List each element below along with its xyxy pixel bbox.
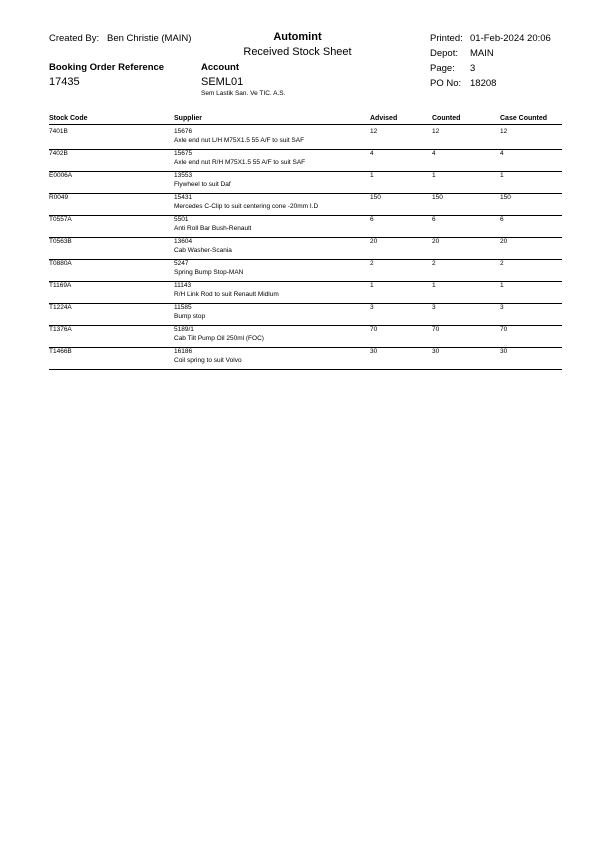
table-row — [0, 325, 595, 347]
counted-qty: 150 — [432, 194, 443, 201]
table-row — [0, 347, 595, 369]
table-row — [0, 215, 595, 237]
advised-qty: 12 — [370, 128, 378, 135]
depot-label: Depot: — [430, 48, 458, 59]
supplier-code: 5501 — [174, 216, 189, 223]
counted-qty: 2 — [432, 260, 436, 267]
counted-qty: 12 — [432, 128, 440, 135]
item-description: Axle end nut L/H M75X1.5 55 A/F to suit SAF — [174, 137, 305, 144]
printed-label: Printed: — [430, 33, 463, 44]
advised-qty: 3 — [370, 304, 374, 311]
item-description: Flywheel to suit Daf — [174, 181, 231, 188]
advised-qty: 4 — [370, 150, 374, 157]
po-label: PO No: — [430, 78, 462, 89]
account-code: SEML01 — [201, 76, 244, 88]
case-counted-qty: 6 — [500, 216, 504, 223]
table-row — [0, 259, 595, 281]
stock-code: R0049 — [49, 194, 69, 201]
stock-code: E0006A — [49, 172, 73, 179]
item-description: Axle end nut R/H M75X1.5 55 A/F to suit SAF — [174, 159, 306, 166]
supplier-code: 5189/1 — [174, 326, 194, 333]
supplier-code: 11585 — [174, 304, 192, 311]
case-counted-qty: 30 — [500, 348, 508, 355]
table-row — [0, 127, 595, 149]
case-counted-qty: 2 — [500, 260, 504, 267]
supplier-code: 13604 — [174, 238, 193, 245]
booking-ref-value: 17435 — [49, 76, 80, 88]
stock-code: T1169A — [49, 282, 72, 289]
depot-value: MAIN — [470, 48, 494, 59]
advised-qty: 20 — [370, 238, 378, 245]
stock-code: T1466B — [49, 348, 72, 355]
advised-qty: 150 — [370, 194, 381, 201]
supplier-code: 16186 — [174, 348, 193, 355]
table-row — [0, 193, 595, 215]
case-counted-qty: 70 — [500, 326, 508, 333]
table-row — [0, 281, 595, 303]
sheet-title: Received Stock Sheet — [243, 46, 352, 58]
item-description: Spring Bump Stop-MAN — [174, 269, 244, 276]
header-rule — [49, 124, 562, 125]
case-counted-qty: 1 — [500, 282, 504, 289]
counted-qty: 1 — [432, 172, 436, 179]
col-advised: Advised — [370, 115, 398, 122]
table-row — [0, 237, 595, 259]
stock-code: T0557A — [49, 216, 72, 223]
counted-qty: 1 — [432, 282, 436, 289]
printed-value: 01-Feb-2024 20:06 — [470, 33, 551, 44]
item-description: Anti Roll Bar Bush-Renault — [174, 225, 252, 232]
item-description: Cab Washer-Scania — [174, 247, 232, 254]
counted-qty: 20 — [432, 238, 440, 245]
col-counted: Counted — [432, 115, 461, 122]
col-case-counted: Case Counted — [500, 115, 548, 122]
col-supplier: Supplier — [174, 115, 203, 122]
stock-code: 7402B — [49, 150, 68, 157]
table-row — [0, 171, 595, 193]
advised-qty: 6 — [370, 216, 374, 223]
advised-qty: 30 — [370, 348, 378, 355]
created-by-value: Ben Christie (MAIN) — [107, 33, 192, 44]
account-name: Sem Lastik San. Ve TIC. A.S. — [201, 90, 286, 97]
supplier-code: 15431 — [174, 194, 193, 201]
case-counted-qty: 12 — [500, 128, 508, 135]
supplier-code: 15675 — [174, 150, 193, 157]
stock-code: 7401B — [49, 128, 68, 135]
counted-qty: 30 — [432, 348, 440, 355]
supplier-code: 15676 — [174, 128, 193, 135]
case-counted-qty: 20 — [500, 238, 508, 245]
supplier-code: 13553 — [174, 172, 193, 179]
supplier-code: 5247 — [174, 260, 189, 267]
counted-qty: 70 — [432, 326, 440, 333]
page-value: 3 — [470, 63, 476, 74]
table-row — [0, 149, 595, 171]
advised-qty: 1 — [370, 172, 374, 179]
booking-ref-label: Booking Order Reference — [49, 62, 165, 73]
company-name: Automint — [273, 31, 322, 43]
stock-code: T0563B — [49, 238, 72, 245]
advised-qty: 1 — [370, 282, 374, 289]
counted-qty: 4 — [432, 150, 436, 157]
page-label: Page: — [430, 63, 455, 74]
advised-qty: 70 — [370, 326, 378, 333]
item-description: R/H Link Rod to suit Renault Midlum — [174, 291, 279, 298]
stock-code: T1224A — [49, 304, 72, 311]
po-value: 18208 — [470, 78, 497, 89]
item-description: Coil spring to suit Volvo — [174, 357, 242, 364]
case-counted-qty: 3 — [500, 304, 504, 311]
case-counted-qty: 4 — [500, 150, 504, 157]
item-description: Mercedes C-Clip to suit centering cone -20mm I.D — [174, 203, 319, 210]
supplier-code: 11143 — [174, 282, 192, 289]
account-label: Account — [201, 62, 239, 73]
stock-code: T0880A — [49, 260, 72, 267]
col-stock-code: Stock Code — [49, 115, 88, 122]
item-description: Bump stop — [174, 313, 206, 320]
counted-qty: 3 — [432, 304, 436, 311]
created-by-label: Created By: — [49, 33, 100, 44]
counted-qty: 6 — [432, 216, 436, 223]
case-counted-qty: 150 — [500, 194, 511, 201]
case-counted-qty: 1 — [500, 172, 504, 179]
advised-qty: 2 — [370, 260, 374, 267]
table-row — [0, 303, 595, 325]
item-description: Cab Tilt Pump Oil 250ml (FOC) — [174, 335, 264, 342]
row-divider — [49, 369, 562, 370]
stock-code: T1376A — [49, 326, 72, 333]
